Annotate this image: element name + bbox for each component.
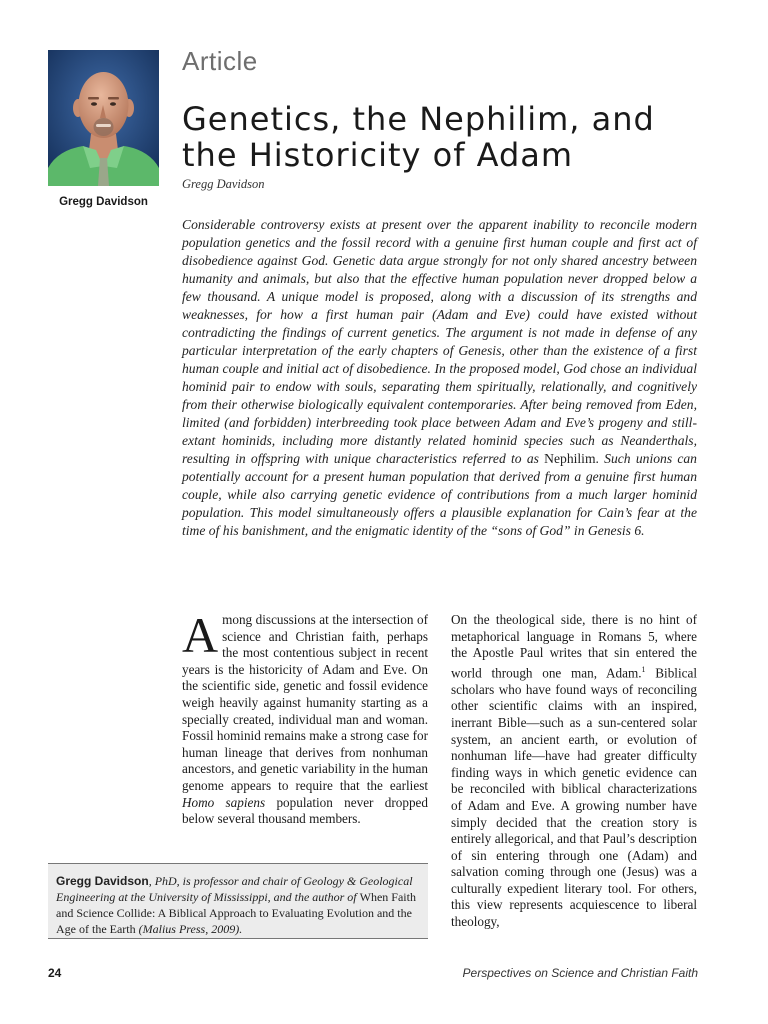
- page-number: 24: [48, 966, 62, 980]
- body-right-column: [451, 612, 697, 931]
- drop-cap: A: [182, 607, 219, 663]
- body-left-column: [182, 607, 428, 828]
- author-photo: [48, 50, 159, 186]
- left-column-text-a: mong discussions at the intersection of science and Christian faith, perhaps the most contentious subject in recent years is the historicity of Adam and Eve. On the scientific side, genetic and fossil evidence weigh heavily against humanity starting as a specially created, individual man and woman. Fossil hominid remains make a strong case for human lineage that derives from nonhuman ancestors, and genetic variability in the human genome appears to require that the earliest: [182, 612, 428, 793]
- species-name: Homo sapiens: [182, 794, 266, 810]
- abstract-text-part1: Considerable controversy exists at present over the apparent inability to reconcile modern population genetics and the fossil record with a genuine first human couple and first act of disobedience against God. Genetic data argue strongly for not only shared ancestry between humanity and animals, but also that the effective human population never dropped below a few thousand. A unique model is proposed, along with a discussion of its strengths and weaknesses, for how a first human pair (Adam and Eve) could have existed without contradicting the findings of current genetics. The argument is not made in defense of any particular interpretation of the early chapters of Genesis, other than the existence of a first human couple and initial act of disobedience. In the proposed model, God chose an individual hominid pair to endow with souls, separating them spiritually, relationally, and cognitively from their otherwise biologically equivalent contemporaries. After being removed from Eden, limited (and forbidden) interbreeding took place between Adam and Eve’s progeny and still-extant hominids, including more distantly related hominid species such as Neanderthals, resulting in offspring with unique characteristics referred to as: [182, 217, 697, 466]
- bio-text-b: (Malius Press, 2009).: [135, 922, 243, 936]
- abstract-nephilim-term: Nephilim.: [544, 451, 599, 466]
- right-column-text-a: On the theological side, there is no hint of metaphorical language in Romans 5, where the Apostle Paul writes that sin entered the world through one man, Adam.: [451, 612, 697, 681]
- abstract-text-part2: Such unions can potentially account for a present human population that derived from a genuine first human couple, while also carrying genetic evidence of contributions from a much larger hominid population. This model simultaneously offers a plausible explanation for Cain’s fear at the time of his banishment, and the enigmatic identity of the “sons of God” in Genesis 6.: [182, 451, 697, 538]
- photo-caption: Gregg Davidson: [59, 196, 148, 208]
- left-column-text-b: population never dropped below several thousand members.: [182, 794, 428, 827]
- bio-book-title: When Faith and Science Collide: A Biblical Approach to Evaluating Evolution and the Age of the Earth: [56, 890, 416, 936]
- author-byline: Gregg Davidson: [182, 177, 265, 191]
- article-title: Genetics, the Nephilim, and the Historicity of Adam: [182, 100, 655, 174]
- author-portrait-image: [48, 50, 159, 186]
- bio-author-name: Gregg Davidson: [56, 874, 149, 888]
- footnote-marker: 1: [641, 664, 646, 674]
- journal-name: Perspectives on Science and Christian Faith: [462, 966, 698, 980]
- bio-text-a: , PhD, is professor and chair of Geology & Geological Engineering at the University of Mississippi, and the author of: [56, 874, 413, 904]
- section-label: Article: [182, 46, 258, 76]
- right-column-text-b: Biblical scholars who have found ways of reconciling other scientific claims with an inspired, inerrant Bible—such as a sun-centered solar system, an ancient earth, or evolution of nonhuman life—have had greater difficulty finding ways in which genetic evidence can be reconciled with biblical characterizations of Adam and Eve. A growing number have simply decided that the creation story is entirely allegorical, and that Paul’s description of sin entering through one (Adam) and salvation coming through one (Jesus) was a culturally expedient literary tool. For others, this view represents acquiescence to liberal theology,: [451, 665, 697, 930]
- abstract: [182, 216, 697, 540]
- author-bio-box: [48, 863, 428, 939]
